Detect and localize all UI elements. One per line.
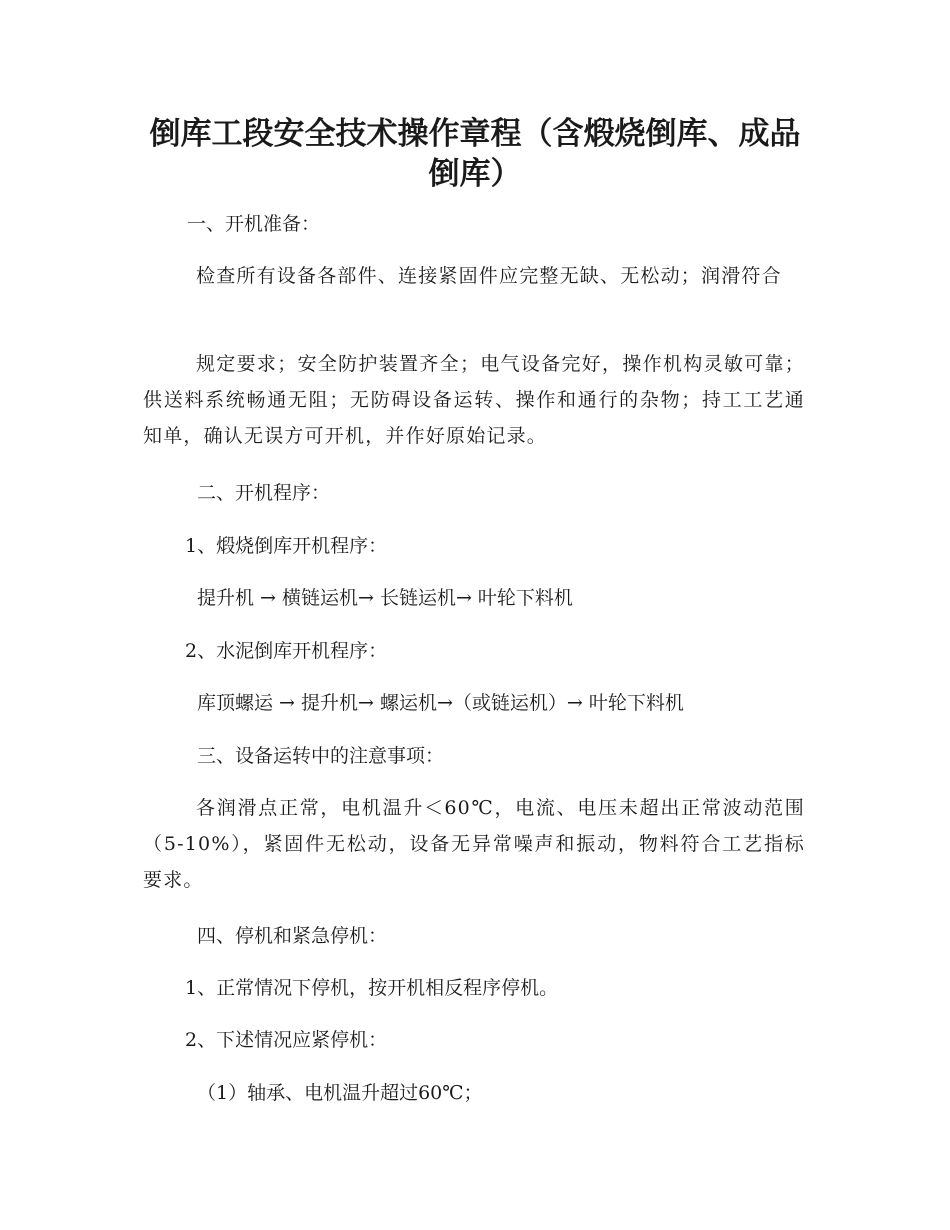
section-1-heading: 一、开机准备： — [187, 213, 321, 235]
section-2-heading: 二、开机程序： — [197, 482, 331, 504]
stop-item-1: 1、正常情况下停机，按开机相反程序停机。 — [185, 977, 559, 999]
section-1-paragraph-2: 规定要求；安全防护装置齐全；电气设备完好，操作机构灵敏可靠；供送料系统畅通无阻；无防碍设备运转、操作和通行的杂物；持工工艺通知单，确认无误方可开机，并作好原始记录。 — [143, 353, 805, 447]
item-2-sequence: 库顶螺运 → 提升机→ 螺运机→（或链运机）→ 叶轮下料机 — [197, 692, 684, 714]
item-1-sequence: 提升机 → 横链运机→ 长链运机→ 叶轮下料机 — [197, 587, 573, 609]
stop-item-2: 2、下述情况应紧停机： — [185, 1029, 388, 1051]
stop-sub-item-1: （1）轴承、电机温升超过60℃； — [197, 1082, 483, 1104]
document-title-line-1: 倒库工段安全技术操作章程（含煅烧倒库、成品 — [149, 116, 801, 152]
section-3-paragraph: 各润滑点正常，电机温升＜60℃，电流、电压未超出正常波动范围（5-10%），紧固件无松动，设备无异常噪声和振动，物料符合工艺指标要求。 — [143, 797, 805, 891]
section-1-paragraph-1: 检查所有设备各部件、连接紧固件应完整无缺、无松动；润滑符合 — [196, 265, 782, 287]
section-3-heading: 三、设备运转中的注意事项： — [197, 745, 445, 767]
section-4-heading: 四、停机和紧急停机： — [197, 925, 388, 947]
document-title-line-2: 倒库） — [428, 156, 522, 192]
item-1-heading: 1、煅烧倒库开机程序： — [185, 535, 388, 557]
item-2-heading: 2、水泥倒库开机程序： — [185, 640, 388, 662]
